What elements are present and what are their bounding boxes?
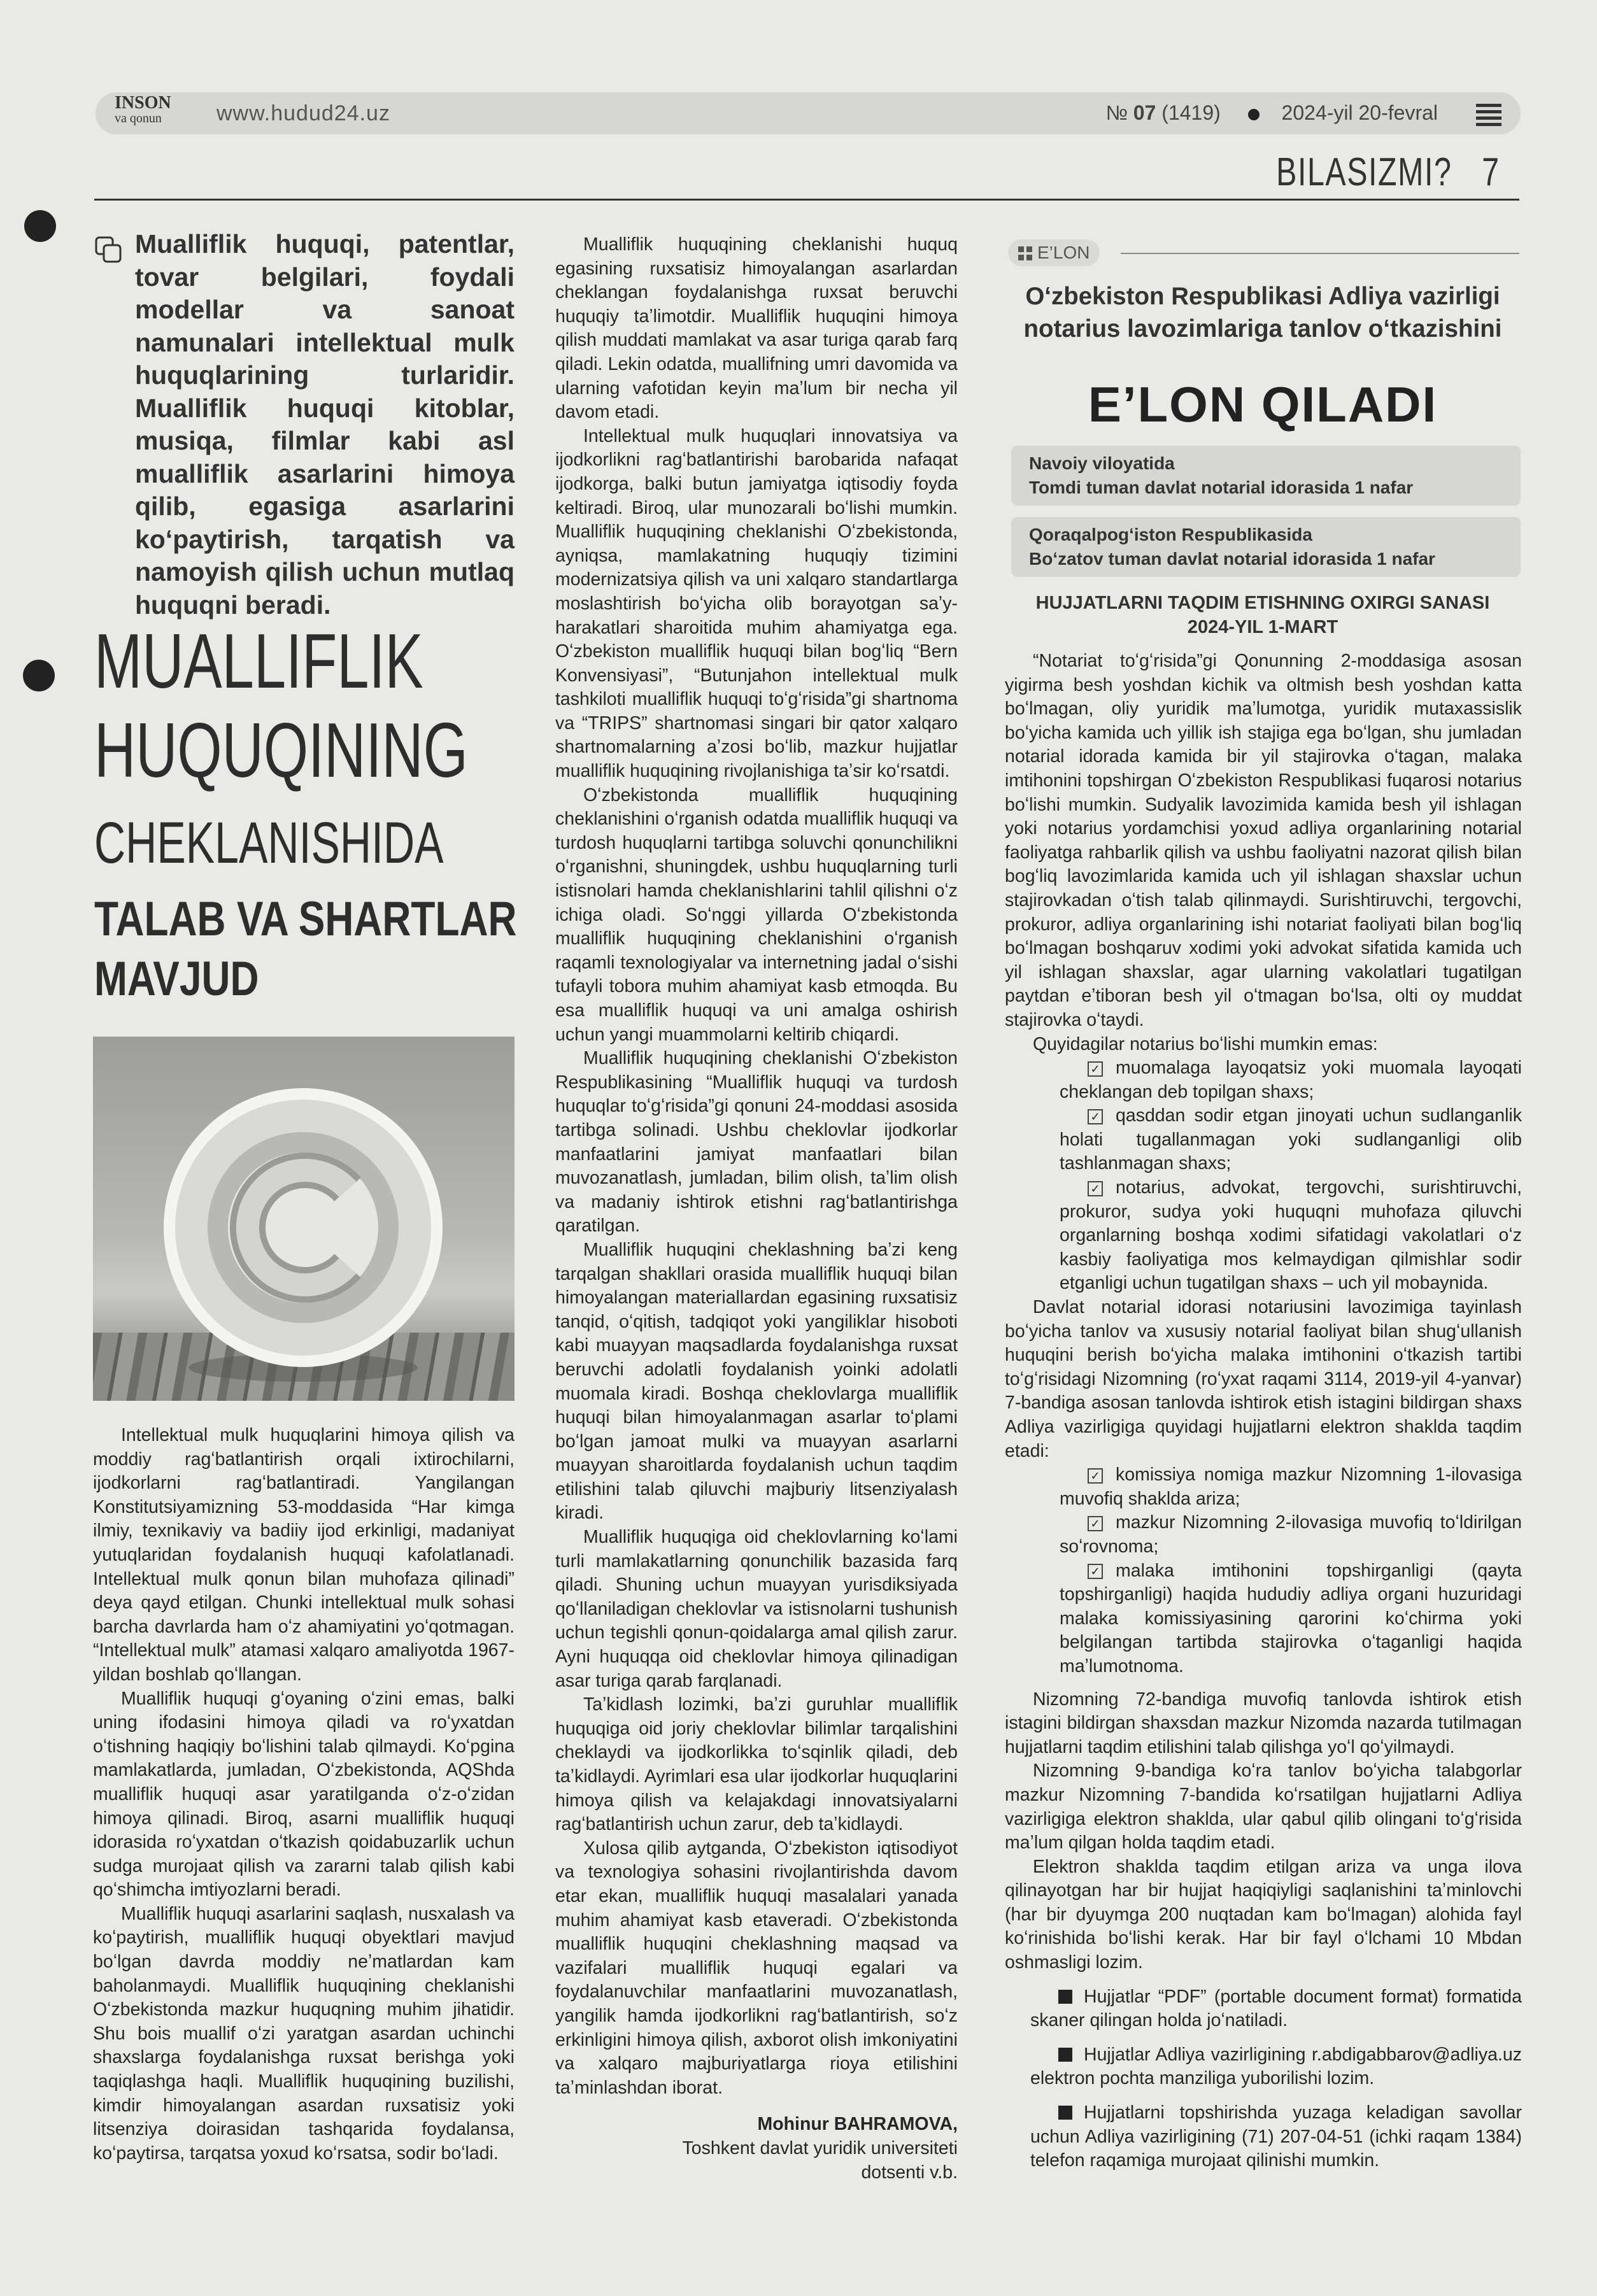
deadline-notice bbox=[1005, 591, 1521, 639]
paragraph: Mualliflik huquqi asarlarini saqlash, nusxalash va koʻpaytirish, mualliflik huquqi obyektlari mavjud boʻlgan davrda moddiy neʼmatlardan kam baholanmaydi. Mualliflik huquqining cheklanishi Oʻzbekistonda mazkur huquqning muhim jihatidir. Shu bois muallif oʻzi yaratgan asardan uchinchi shaxslarga foydalanishga ruxsat berishga yoki taqiqlashga haqli. Mualliflik huquqining buzilishi, kimdir himoyalangan asardan ruxsatisiz yoki litsenziya doirasidan tashqarida foydalansa, koʻpaytirsa, tarqatsa yoxud koʻrsatsa, sodir boʻladi. bbox=[93, 1903, 515, 2164]
issue-date: 2024-yil 20-fevral bbox=[1281, 101, 1438, 124]
issue-info bbox=[1106, 101, 1438, 125]
square-bullet-icon bbox=[1058, 2048, 1072, 2062]
website-link[interactable]: www.hudud24.uz bbox=[216, 101, 390, 125]
square-bullet-icon bbox=[1058, 2106, 1072, 2120]
list-item: ✓ muomalaga layoqatsiz yoki muomala layoqati cheklangan deb topilgan shaxs; bbox=[1060, 1058, 1522, 1102]
bullet-item: Hujjatlar Adliya vazirligining r.abdigabbarov@adliya.uz elektron pochta manziliga yuborilishi lozim. bbox=[1030, 2044, 1522, 2089]
article-lead: Mualliflik huquqi, patentlar, tovar belgilari, foydali modellar va sanoat namunalari intellektual mulk huquqlarining turlaridir. Mualliflik huquqi kitoblar, musiqa, filmlar kabi asl mualliflik asarlarini himoya qilib, egasiga asarlarini koʻpaytirish, tarqatish va namoyish qilish uchun mutlaq huquqni beradi. bbox=[135, 229, 515, 620]
square-bullet-icon bbox=[1058, 1990, 1072, 2004]
page-number: 7 bbox=[1482, 150, 1500, 194]
grid-icon bbox=[1018, 246, 1032, 260]
paragraph: Mualliflik huquqini cheklashning baʼzi keng tarqalgan shakllari orasida mualliflik huquqi bilan himoyalangan materiallardan egasining ruxsatisiz tanqid, oʻqitish, tadqiqot yoki yangiliklar hisoboti kabi muayyan maqsadlarda foydalanishga ruxsat beruvchi adolatli foydalanish yoinki adolatli muomala kiradi. Boshqa cheklovlarga mualliflik huquqi bilan himoyalanmagan asarlar toʻplami boʻlgan jamoat mulki va muayyan asarlarni muayyan sharoitlarda foydalanish uchun taqdim etilishini talab qiluvchi majburiy litsenziyalash kiradi. bbox=[555, 1239, 958, 1524]
author-role-2: dotsenti v.b. bbox=[861, 2162, 958, 2183]
elon-rule bbox=[1121, 253, 1519, 254]
checkbox-icon: ✓ bbox=[1088, 1109, 1103, 1124]
announcement-headline: E’LON QILADI bbox=[1088, 376, 1438, 432]
issue-prefix: № bbox=[1105, 101, 1128, 124]
bullet-item: Hujjatlar “PDF” (portable document format) formatida skaner qilingan holda joʻnatiladi. bbox=[1030, 1986, 1522, 2031]
article-column-2 bbox=[555, 233, 958, 2185]
issue-number: 07 bbox=[1133, 101, 1156, 124]
vacancy-office: Boʻzatov tuman davlat notarial idorasida 1 nafar bbox=[1029, 549, 1435, 569]
header-bar bbox=[96, 92, 1521, 134]
paragraph: Mualliflik huquqiga oid cheklovlarning koʻlami turli mamlakatlarning qonunchilik bazasida farq qiladi. Shuning uchun muayyan yurisdiksiyada qoʻllaniladigan cheklovlar va istisnolarni tushunish uchun tegishli qonun-qoidalarga amal qilish zarur. Ayni huquqqa oid cheklovlar himoya qilinadigan asar turiga qarab farqlanadi. bbox=[555, 1527, 958, 1691]
deadline-label: HUJJATLARNI TAQDIM ETISHNING OXIRGI SANASI bbox=[1035, 593, 1490, 613]
paragraph: Mualliflik huquqining cheklanishi Oʻzbekiston Respublikasining “Mualliflik huquqi va turdosh huquqlar toʻgʻrisida”gi qonuni 24-moddasi asosida tartibga solinadi. Ushbu cheklovlar ijodkorlar manfaatlarini jamiyat manfaatlari bilan muvozanatlash, jumladan, bilim olish, taʼlim olish va madaniy ishtirok etishni ragʻbatlantirishga qaratilgan. bbox=[555, 1048, 958, 1237]
section-header bbox=[1247, 150, 1500, 195]
article-column-1 bbox=[93, 1424, 515, 2165]
vacancy-region: Qoraqalpogʻiston Respublikasida bbox=[1029, 525, 1312, 544]
section-title: BILASIZMI? bbox=[1276, 150, 1452, 194]
paragraph: Mualliflik huquqining cheklanishi huquq egasining ruxsatisiz himoyalangan asarlardan cheklangan foydalanishga ruxsat beruvchi huquqiy taʼlimotdir. Mualliflik huquqini himoya qilish muddati mamlakat va asar turiga qarab farq qiladi. Lekin odatda, muallifning umri davomida va ularning vafotidan keyin maʼlum bir necha yil davom etadi. bbox=[555, 234, 958, 423]
paragraph: Oʻzbekistonda mualliflik huquqining cheklanishini oʻrganish odatda mualliflik huquqi va turdosh huquqlarni tartibga soluvchi qonunchilikni oʻrganishni, shuningdek, ushbu huquqlarning turli istisnolari hamda cheklanishlarini tahlil qilishni oʻz ichiga oladi. Soʻnggi yillarda Oʻzbekistonda mualliflik huquqining cheklanishini oʻrganish raqamli texnologiyalar va internetning jadal oʻsishi tufayli tobora muhim ahamiyat kasb etmoqda. Bu esa mualliflik huquqi va uni amalga oshirish uchun yangi muammolarni keltirib chiqardi. bbox=[555, 784, 958, 1045]
paragraph: Intellektual mulk huquqlari innovatsiya va ijodkorlikni ragʻbatlantirishi barobarida nafaqat ijodkorga, balki butun jamiyatga iqtisodiy foyda keltiradi. Biroq, ular munozarali boʻlishi mumkin. Mualliflik huquqining cheklanishi Oʻzbekistonda, ayniqsa, mamlakatning huquqiy tizimini modernizatsiya qilish va uni xalqaro standartlarga moslashtirish boʻyicha olib borayotgan saʼy-harakatlari sharoitida muhim ahamiyatga ega. Oʻzbekiston mualliflik huquqi bilan bogʻliq “Bern Konvensiyasi”, “Butunjahon intellektual mulk tashkiloti mualliflik huquqi toʻgʻrisida”gi shartnoma va “TRIPS” shartnomasi singari bir qator xalqaro shartnomalarning aʼzosi boʻlib, mazkur hujjatlar mualliflik huquqining rivojlanishiga taʼsir koʻrsatdi. bbox=[555, 425, 958, 782]
paragraph: Mualliflik huquqi gʻoyaning oʻzini emas, balki uning ifodasini himoya qiladi va roʻyxatdan oʻtishning haqiqiy boʻlishini talab qilmaydi. Koʻpgina mamlakatlarda, jumladan, Oʻzbekistonda, AQShda mualliflik huquqi asar yaratilganda oʻz-oʻzidan himoya qilinadi. Biroq, asarni mualliflik huquqi idorasida roʻyxatdan oʻtkazish qoidabuzarlik uchun sudga murojaat qilish va zararni talab qilish kabi qoʻshimcha imtiyozlarni beradi. bbox=[93, 1688, 515, 1901]
separator-dot-icon bbox=[1248, 109, 1260, 120]
list-item: ✓ komissiya nomiga mazkur Nizomning 1-ilovasiga muvofiq shaklda ariza; bbox=[1060, 1464, 1522, 1509]
list-item: ✓ malaka imtihonini topshirganligi (qayta topshirganligi) haqida hududiy adliya organi huzuridagi malaka komissiyasining qarorini koʻchirma yoki belgilangan tartibda stajirovka oʻtaganligi haqida maʼlumotnoma. bbox=[1060, 1560, 1522, 1676]
checkbox-icon: ✓ bbox=[1088, 1516, 1103, 1531]
vacancy-box-1 bbox=[1011, 446, 1521, 506]
brand-logo bbox=[115, 93, 171, 126]
title-line-4: TALAB VA SHARTLAR bbox=[94, 892, 517, 946]
elon-tag bbox=[1008, 239, 1100, 266]
checkbox-icon: ✓ bbox=[1088, 1564, 1103, 1579]
announcement-body bbox=[1005, 649, 1522, 2173]
checkbox-icon: ✓ bbox=[1088, 1181, 1103, 1196]
paragraph: “Notariat toʻgʻrisida”gi Qonunning 2-moddasiga asosan yigirma besh yoshdan kichik va oltmish besh yoshdan katta boʻlmagan, oliy yuridik maʼlumotga, yuridik mutaxassislik boʻyicha kamida uch yillik ish stajiga ega boʻlgan, shu jumladan notarial idorada kamida bir yil stajirovka oʻtagan, malaka imtihonini topshirgan Oʻzbekiston Respublikasi fuqarosi notarius boʻlishi mumkin. Sudyalik lavozimida kamida besh yil ishlagan yoki notarius yordamchisi yoxud adliya organlarining notarial faoliyatga rahbarlik qilish va ushbu faoliyatni nazorat qilish bilan bogʻliq lavozimlarida kamida uch yil ishlagan shaxslar uchun stajirovkadan oʻtish talab qilinmaydi. Surishtiruvchi, tergovchi, prokuror, adliya organlarining ishi notariat faoliyati bilan bogʻliq boʻlmagan boshqaruv xodimi yoki advokat sifatida kamida uch yil ishlagan shaxslar, agar ularning vakolatlari tugatilgan paytdan eʼtiboran besh yil oʻtmagan boʻlsa, olti oy muddat stajirovka oʻtaydi. bbox=[1005, 651, 1522, 1030]
binder-hole-top bbox=[24, 210, 56, 242]
title-line-1: MUALLIFLIK bbox=[94, 618, 423, 704]
paragraph: Intellektual mulk huquqlarini himoya qilish va moddiy ragʻbatlantirish orqali ixtirochilarni, ijodkorlarni ragʻbatlantiradi. Yangilangan Konstitutsiyamizning 53-moddasida “Har kimga ilmiy, texnikaviy va badiiy ijod erkinligi, madaniyat yutuqlaridan foydalanish huquqi kafolatlanadi. Intellektual mulk qonun bilan muhofaza qilinadi” deya qayd etilgan. Chunki intellektual mulk sohasi barcha davrlarda ham oʻz ahamiyatini yoʻqotmagan. “Intellektual mulk” atamasi xalqaro amaliyotda 1967-yildan boshlab qoʻllangan. bbox=[93, 1425, 515, 1685]
paragraph: Davlat notarial idorasi notariusini lavozimiga tayinlash boʻyicha tanlov va xususiy notarial faoliyat bilan shugʻullanish huquqini berish boʻyicha malaka imtihonini oʻtkazish tartibi toʻgʻrisidagi Nizomning (roʻyxat raqami 3114, 2019-yil 4-yanvar) 7-bandiga asosan tanlovda ishtirok etish istagini bildirgan shaxs Adliya vazirligiga quyidagi hujjatlarni elektron shaklda taqdim etadi: bbox=[1005, 1297, 1522, 1461]
title-line-5: MAVJUD bbox=[94, 952, 259, 1006]
paragraph: Nizomning 72-bandiga muvofiq tanlovda ishtirok etish istagini bildirgan shaxsdan mazkur Nizomda nazarda tutilmagan hujjatlarni taqdim etilishini talab qilishga yoʻl qoʻyilmaydi. bbox=[1005, 1689, 1522, 1757]
bullet-item: Hujjatlarni topshirishda yuzaga keladigan savollar uchun Adliya vazirligining (71) 207-04-51 (ichki raqam 1384) telefon raqamiga murojaat qilinishi mumkin. bbox=[1030, 2102, 1522, 2171]
copyright-symbol-icon bbox=[93, 1037, 515, 1401]
paragraph: Taʼkidlash lozimki, baʼzi guruhlar mualliflik huquqiga oid joriy cheklovlar bilimlar tarqalishini cheklaydi va ijodkorlikka toʻsqinlik qiladi, deb taʼkidlaydi. Ayrimlari esa ular ijodkorlar huquqlarini himoya qilish va kelajakdagi innovatsiyalarni ragʻbatlantirish uchun zarur, deb taʼkidlaydi. bbox=[555, 1694, 958, 1835]
paragraph: Nizomning 9-bandiga koʻra tanlov boʻyicha talabgorlar mazkur Nizomning 7-bandida koʻrsatilgan hujjatlarni Adliya vazirligiga elektron shaklda, ular qabul qilib olingani toʻgʻrisida maʼlum qilgan holda taqdim etadi. bbox=[1005, 1761, 1522, 1853]
list-item: ✓ mazkur Nizomning 2-ilovasiga muvofiq toʻldirilgan soʻrovnoma; bbox=[1060, 1512, 1522, 1557]
announcement-title: Oʻzbekiston Respublikasi Adliya vazirligi notarius lavozimlariga tanlov oʻtkazishini bbox=[1023, 283, 1502, 343]
brand-bottom: va qonun bbox=[115, 111, 162, 125]
binder-hole-middle bbox=[23, 660, 55, 691]
title-line-3: CHEKLANISHIDA bbox=[94, 811, 444, 875]
checkbox-icon: ✓ bbox=[1088, 1061, 1103, 1077]
copyright-photo bbox=[93, 1037, 515, 1401]
vacancy-region: Navoiy viloyatida bbox=[1029, 453, 1175, 473]
author-role-1: Toshkent davlat yuridik universiteti bbox=[682, 2137, 958, 2158]
menu-icon bbox=[1476, 104, 1501, 129]
paragraph: Xulosa qilib aytganda, Oʻzbekiston iqtisodiyot va texnologiya sohasini rivojlantirishda davom etar ekan, mualliflik huquqi masalalari yanada muhim ahamiyat kasb etaveradi. Oʻzbekistonda mualliflik huquqini cheklashning maqsad va vazifalari mualliflik huquqi egalari va foydalanuvchilar manfaatlarini muvozanatlash, yangilik hamda ijodkorlikni ragʻbatlantirish, soʻz erkinligini himoya qilish, axborot olish imkoniyatini va xalqaro majburiyatlarga rioya etilishini taʼminlashdan iborat. bbox=[555, 1838, 958, 2098]
vacancy-office: Tomdi tuman davlat notarial idorasida 1 nafar bbox=[1029, 478, 1414, 497]
author-signature bbox=[555, 2113, 958, 2185]
brand-top: INSON bbox=[115, 93, 171, 113]
deadline-date: 2024-YIL 1-MART bbox=[1187, 617, 1338, 637]
elon-tag-label: E’LON bbox=[1037, 243, 1090, 262]
checkbox-icon: ✓ bbox=[1088, 1468, 1103, 1484]
copy-icon bbox=[94, 236, 122, 264]
title-line-2: HUQUQINING bbox=[94, 707, 468, 793]
author-name: Mohinur BAHRAMOVA, bbox=[757, 2114, 958, 2135]
issue-total: (1419) bbox=[1161, 101, 1221, 124]
paragraph: Quyidagilar notarius boʻlishi mumkin emas: bbox=[1033, 1033, 1378, 1054]
paragraph: Elektron shaklda taqdim etilgan ariza va unga ilova qilinayotgan har bir hujjat haqiqiyligi saqlanishini taʼminlovchi (har bir dyuymga 200 nuqtadan kam boʻlmagan) alohida fayl koʻrinishida boʻlishi kerak. Har bir fayl oʻlchami 10 Mbdan oshmasligi lozim. bbox=[1005, 1856, 1522, 1973]
header-rule bbox=[94, 199, 1519, 201]
vacancy-box-2 bbox=[1011, 517, 1521, 577]
list-item: ✓ qasddan sodir etgan jinoyati uchun sudlanganlik holati tugallanmagan yoki sudlanganligi olib tashlanmagan shaxs; bbox=[1060, 1105, 1522, 1174]
list-item: ✓ notarius, advokat, tergovchi, surishtiruvchi, prokuror, sudya yoki huquqni muhofaza qiluvchi organlarning boshqa xodimi sifatidagi vakolatlari oʻz kasbiy faoliyatiga mos kelmaydigan qilmishlar sodir etganligi uchun tugatilgan shaxs – uch yil mobaynida. bbox=[1060, 1177, 1522, 1294]
